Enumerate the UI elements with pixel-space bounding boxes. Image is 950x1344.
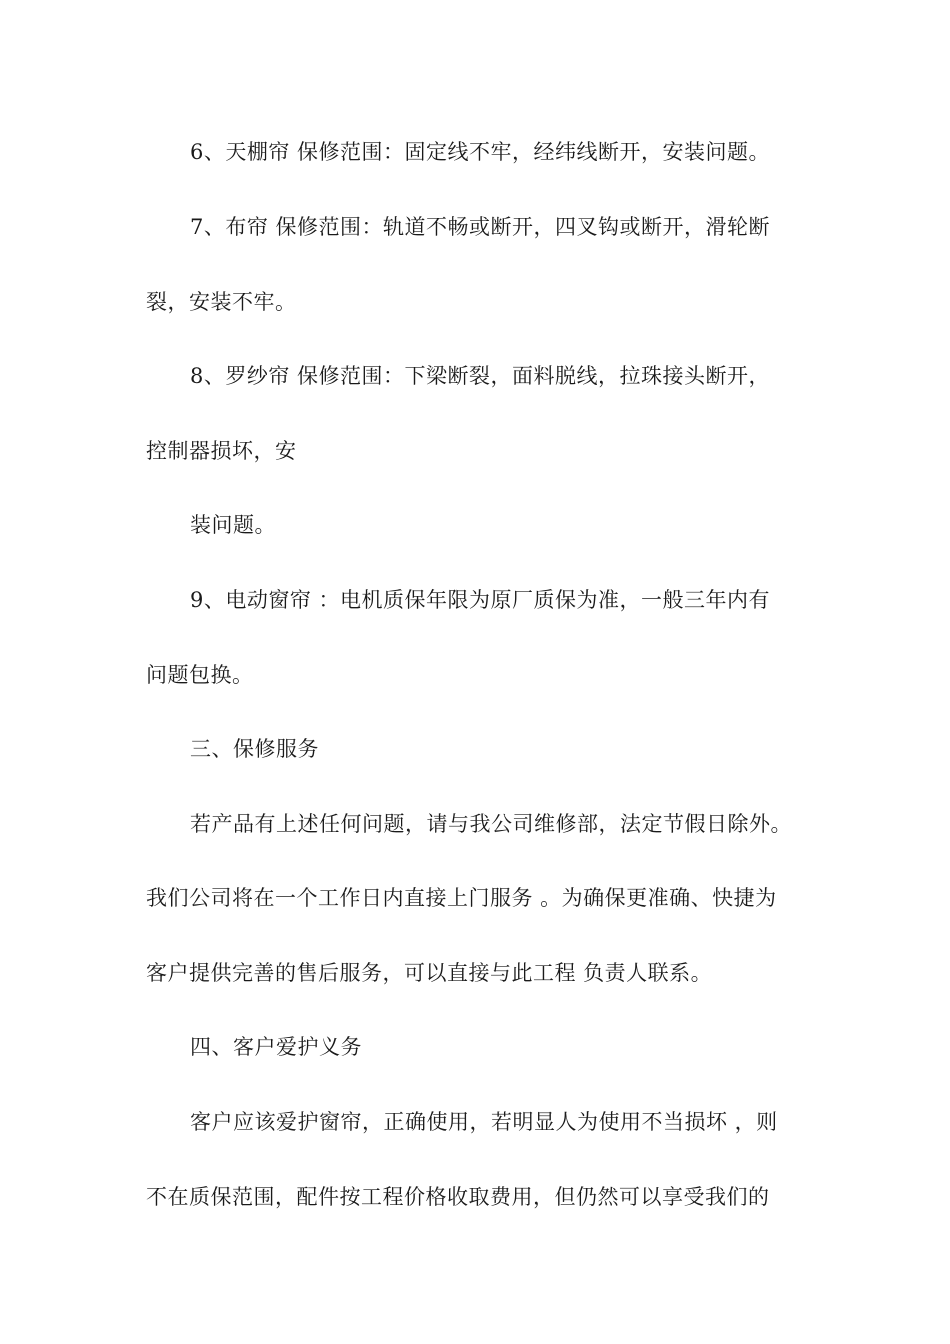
paragraph-line: 若产品有上述任何问题，请与我公司维修部，法定节假日除外。 [190, 812, 792, 836]
paragraph-line: 裂，安装不牢。 [146, 290, 297, 314]
paragraph-line: 8、罗纱帘 保修范围：下梁断裂，面料脱线，拉珠接头断开， [190, 364, 771, 388]
paragraph-line: 客户提供完善的售后服务，可以直接与此工程 负责人联系。 [146, 961, 713, 985]
paragraph-line: 6、天棚帘 保修范围：固定线不牢，经纬线断开，安装问题。 [190, 140, 771, 164]
paragraph-line: 7、布帘 保修范围：轨道不畅或断开，四叉钩或断开，滑轮断 [190, 215, 771, 239]
paragraph-line: 我们公司将在一个工作日内直接上门服务 。为确保更准确、快捷为 [146, 886, 777, 910]
paragraph-line: 不在质保范围，配件按工程价格收取费用，但仍然可以享受我们的 [146, 1185, 770, 1209]
paragraph-line: 装问题。 [190, 513, 276, 537]
section-heading: 四、客户爱护义务 [190, 1035, 362, 1059]
section-heading: 三、保修服务 [190, 737, 319, 761]
paragraph-line: 控制器损坏，安 [146, 439, 297, 463]
paragraph-line: 问题包换。 [146, 663, 254, 687]
paragraph-line: 9、电动窗帘 ：电机质保年限为原厂质保为准，一般三年内有 [190, 588, 771, 612]
paragraph-line: 客户应该爱护窗帘，正确使用，若明显人为使用不当损坏 ，则 [190, 1110, 778, 1134]
